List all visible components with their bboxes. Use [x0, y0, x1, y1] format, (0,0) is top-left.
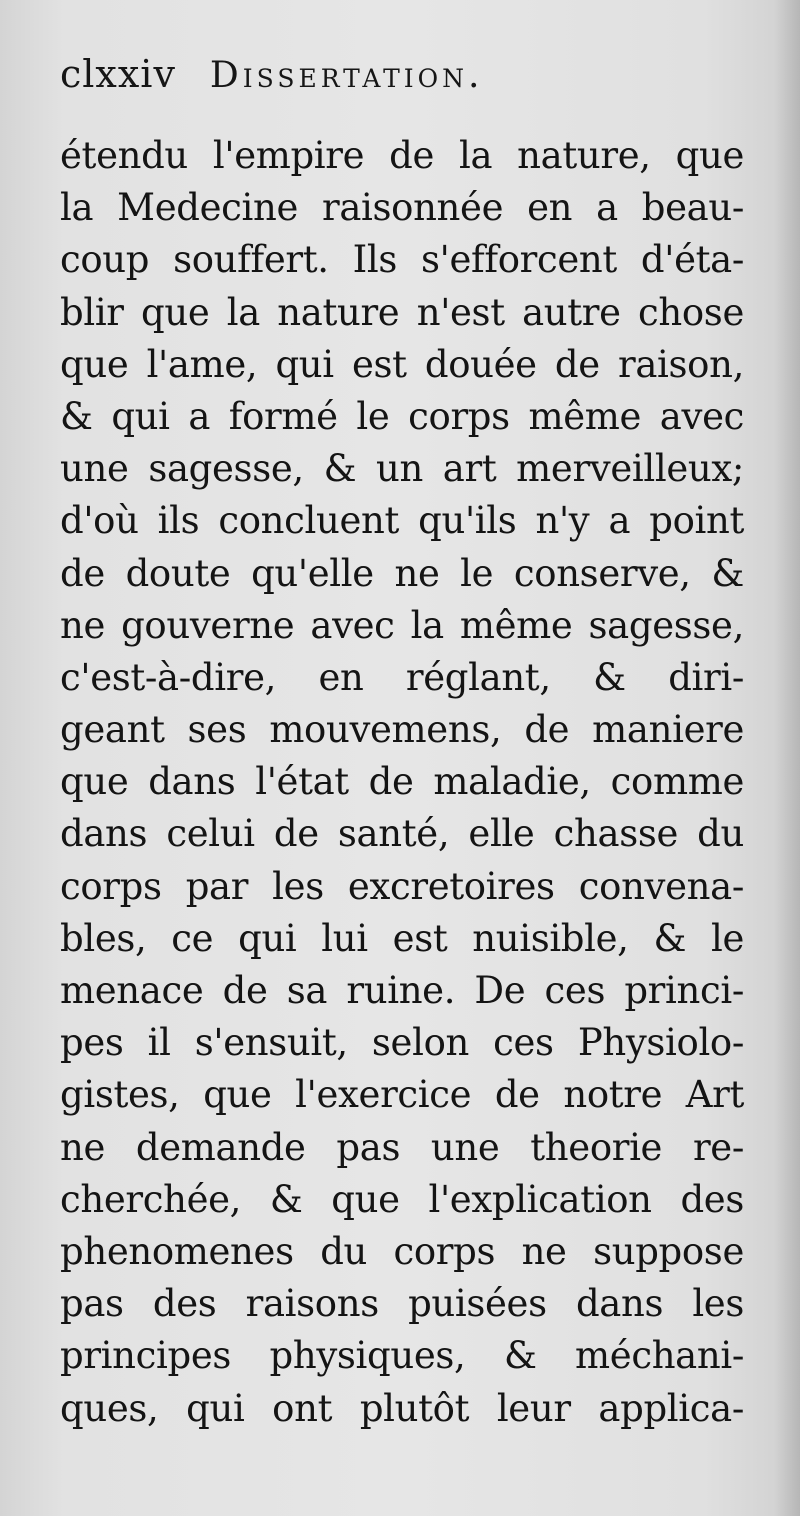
text-line: dans celui de santé, elle chasse du — [60, 812, 744, 856]
text-line: bles, ce qui lui est nuisible, & le — [60, 916, 744, 960]
text-line: de doute qu'elle ne le conserve, & — [60, 551, 744, 595]
text-line: que dans l'état de maladie, comme — [60, 760, 744, 804]
text-line: ne gouverne avec la même sagesse, — [60, 603, 744, 647]
text-line: c'est-à-dire, en réglant, & diri- — [60, 655, 744, 699]
text-line: ne demande pas une theorie re- — [60, 1125, 744, 1169]
text-line: principes physiques, & méchani- — [60, 1334, 744, 1378]
text-line: gistes, que l'exercice de notre Art — [60, 1073, 744, 1117]
running-title: Dissertation. — [209, 55, 484, 96]
text-line: geant ses mouvemens, de maniere — [60, 708, 744, 752]
text-line: corps par les excretoires convena- — [60, 864, 744, 908]
folio-number: clxxiv — [60, 52, 176, 96]
text-line: menace de sa ruine. De ces princi- — [60, 969, 744, 1012]
text-line: phenomenes du corps ne suppose — [60, 1229, 744, 1273]
text-line: une sagesse, & un art merveilleux; — [60, 447, 744, 491]
text-line: & qui a formé le corps même avec — [60, 394, 744, 438]
text-line: pas des raisons puisées dans les — [60, 1282, 744, 1326]
text-line: pes il s'ensuit, selon ces Physiolo- — [60, 1021, 744, 1065]
text-line: cherchée, & que l'explication des — [60, 1177, 744, 1221]
text-line: que l'ame, qui est douée de raison, — [60, 342, 744, 386]
text-line: blir que la nature n'est autre chose — [60, 290, 744, 334]
text-line: la Medecine raisonnée en a beau- — [60, 186, 744, 230]
text-line: ques, qui ont plutôt leur applica- — [60, 1386, 744, 1430]
body-text — [60, 130, 744, 1435]
text-line: étendu l'empire de la nature, que — [60, 134, 744, 177]
page-edge-shadow — [774, 0, 800, 1516]
text-line: coup souffert. Ils s'efforcent d'éta- — [60, 238, 744, 282]
page-header — [60, 52, 483, 108]
text-line: d'où ils concluent qu'ils n'y a point — [60, 499, 744, 543]
